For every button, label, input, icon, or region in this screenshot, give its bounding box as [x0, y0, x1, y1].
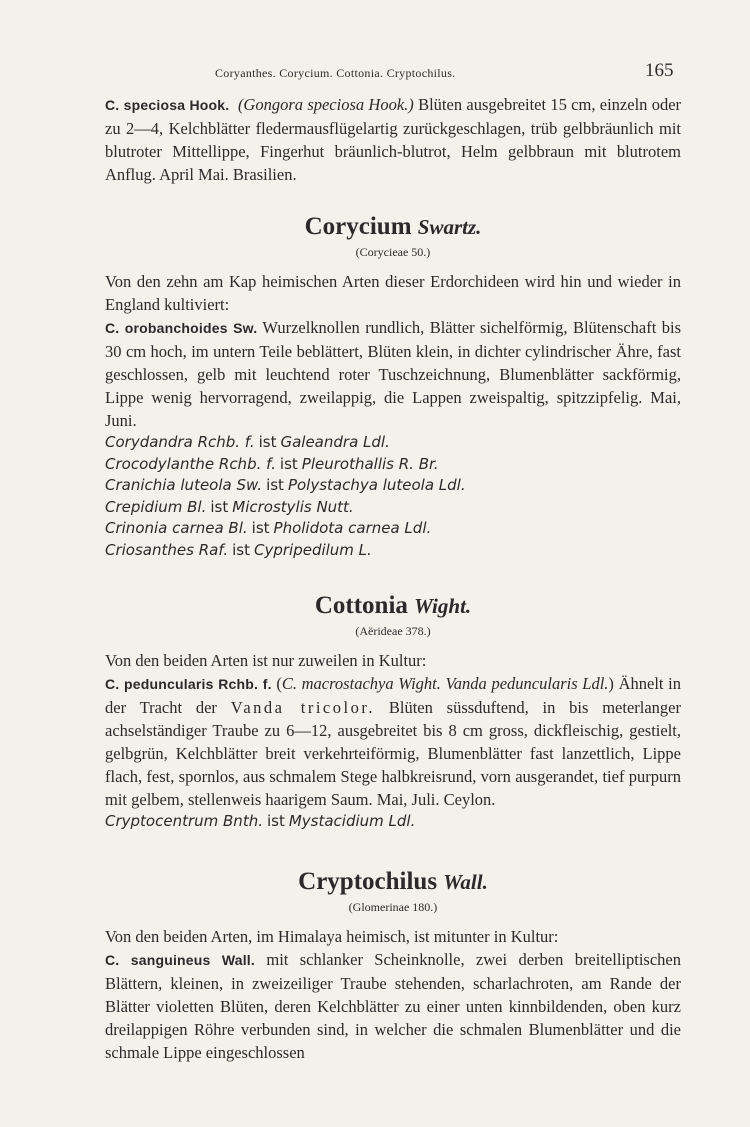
entry-cottonia-peduncularis — [105, 672, 681, 811]
synonym-open: ( — [271, 674, 282, 693]
genus-intro: Von den beiden Arten ist nur zuweilen in Kultur: — [105, 651, 427, 670]
species-synonym: (Gongora speciosa Hook.) — [237, 95, 414, 114]
synonym-ist: ist — [258, 433, 277, 451]
synonym-ist: ist — [232, 540, 250, 559]
species-description: Blüten ausgebreitet 15 cm, einzeln oder zu 2—4, Kelchblätter fledermausflügelartig zurückgeschlagen, trüb gelbbräunlich mit blutroter Mittellippe, Fingerhut bräunlich-blutrot, Helm gelbbraun mit blutrotem Anflug. April Mai. Brasilien. — [105, 95, 682, 184]
genus-heading-corycium — [105, 212, 681, 242]
genus-name: Corycium — [304, 213, 412, 240]
page-header — [0, 60, 750, 84]
vanda-reference: Vanda tricolor. — [230, 698, 376, 717]
synonym-old: Criosanthes Raf. — [105, 540, 229, 559]
synonym-new: Microstylis Nutt. — [232, 497, 354, 516]
species-description: mit schlanker Scheinknolle, zwei derben breitelliptischen Blättern, kleinen, in zweizeiliger Traube stehenden, scharlachroten, am Rande der Blätter violetten Blüten, deren Kelchblätter zu einer unten kinnbildenden, oben kurz dreilappigen Röhre verbunden sind, in welcher die schmalen Blumenblätter und die schmale Lippe eingeschlossen — [105, 949, 681, 1062]
synonym-new: Mystacidium Ldl. — [288, 812, 416, 830]
synonym-old: Cryptocentrum Bnth. — [105, 812, 263, 830]
synonym-old: Cranichia luteola Sw. — [105, 476, 263, 494]
synonym-old: Crepidium Bl. — [105, 497, 207, 516]
genus-heading-cottonia — [105, 591, 681, 621]
synonym-new: Galeandra Ldl. — [280, 433, 390, 451]
description-part-2: Blüten süssduftend, in bis meterlanger achselständiger Traube zu 6—12, ausgebreitet bis 8 cm gross, dickfleischig, gestielt, gelbgrün, Kelchblätter breit verkehrteiförmig, Blumenblätter fast lanzettlich, Lippe flach, fest, spornlos, aus schmalem Stege halbkreisrund, vorn ausgerandet, tief purpurn mit gelbem, stellenweis haarigem Saum. Mai, Juli. Ceylon. — [105, 698, 681, 809]
synonym-new: Pleurothallis R. Br. — [301, 454, 439, 473]
genus-heading-cryptochilus — [105, 867, 681, 897]
species-name: C. sanguineus Wall. — [105, 951, 255, 968]
synonym-line — [105, 540, 681, 562]
tribe-label: (Glomerinae 180.) — [348, 899, 438, 914]
synonym-old: Crinonia carnea Bl. — [105, 519, 248, 537]
synonym-old: Corydandra Rchb. f. — [105, 433, 255, 451]
synonym-line — [105, 432, 681, 454]
synonym-new: Cypripedilum L. — [253, 540, 372, 559]
genus-author: Swartz. — [417, 215, 482, 239]
genus-name: Cottonia — [314, 592, 408, 619]
species-description: Wurzelknollen rundlich, Blätter sichelförmig, Blütenschaft bis 30 cm hoch, im untern Teile beblättert, Blüten klein, in dichter cylindrischer Ähre, fast geschlossen, gelb mit leuchtend roter Tuschzeichnung, Blumenblätter sackförmig, Lippe wenig hervorragend, zweilappig, die Lappen zweispaltig, spitzzipfelig. Mai, Juni. — [105, 318, 681, 430]
species-synonym: C. macrostachya Wight. Vanda peduncularis Ldl. — [281, 674, 609, 693]
synonym-line — [105, 518, 681, 540]
species-name: C. peduncularis Rchb. f. — [105, 676, 272, 692]
genus-intro: Von den beiden Arten, im Himalaya heimisch, ist mitunter in Kultur: — [105, 926, 559, 946]
description-part-1: Ähnelt in der Tracht der — [105, 674, 681, 717]
synonym-ist: ist — [266, 476, 284, 494]
page-number: 165 — [645, 60, 674, 81]
tribe-label: (Aërideae 378.) — [355, 624, 431, 638]
synonym-line — [105, 497, 681, 519]
synonym-line — [105, 454, 681, 476]
synonym-ist: ist — [266, 812, 285, 830]
tribe-label: (Corycieae 50.) — [355, 245, 431, 259]
running-head: Coryanthes. Corycium. Cottonia. Cryptochilus. — [215, 66, 456, 80]
synonym-ist: ist — [279, 454, 298, 473]
genus-intro: Von den zehn am Kap heimischen Arten dieser Erdorchideen wird hin und wieder in England kultiviert: — [105, 272, 681, 314]
synonym-ist: ist — [210, 497, 229, 516]
genus-author: Wall. — [443, 869, 488, 894]
entry-cryptochilus-sanguineus — [105, 948, 681, 1064]
synonym-line — [105, 811, 681, 833]
synonym-old: Crocodylanthe Rchb. f. — [105, 454, 276, 473]
synonym-list — [105, 811, 681, 833]
entry-corycium-orobanchoides — [105, 316, 681, 432]
synonym-line — [105, 475, 681, 497]
synonym-new: Pholidota carnea Ldl. — [273, 519, 432, 537]
synonym-list — [105, 432, 681, 561]
species-name: C. orobanchoides Sw. — [105, 320, 258, 336]
entry-coryanthes-speciosa — [105, 93, 681, 186]
synonym-close: ) — [608, 674, 614, 693]
genus-name: Cryptochilus — [298, 867, 438, 895]
genus-author: Wight. — [414, 594, 472, 618]
page-content — [105, 93, 681, 1064]
species-name: C. speciosa Hook. — [105, 97, 230, 113]
synonym-ist: ist — [251, 519, 270, 537]
synonym-new: Polystachya luteola Ldl. — [287, 476, 466, 494]
